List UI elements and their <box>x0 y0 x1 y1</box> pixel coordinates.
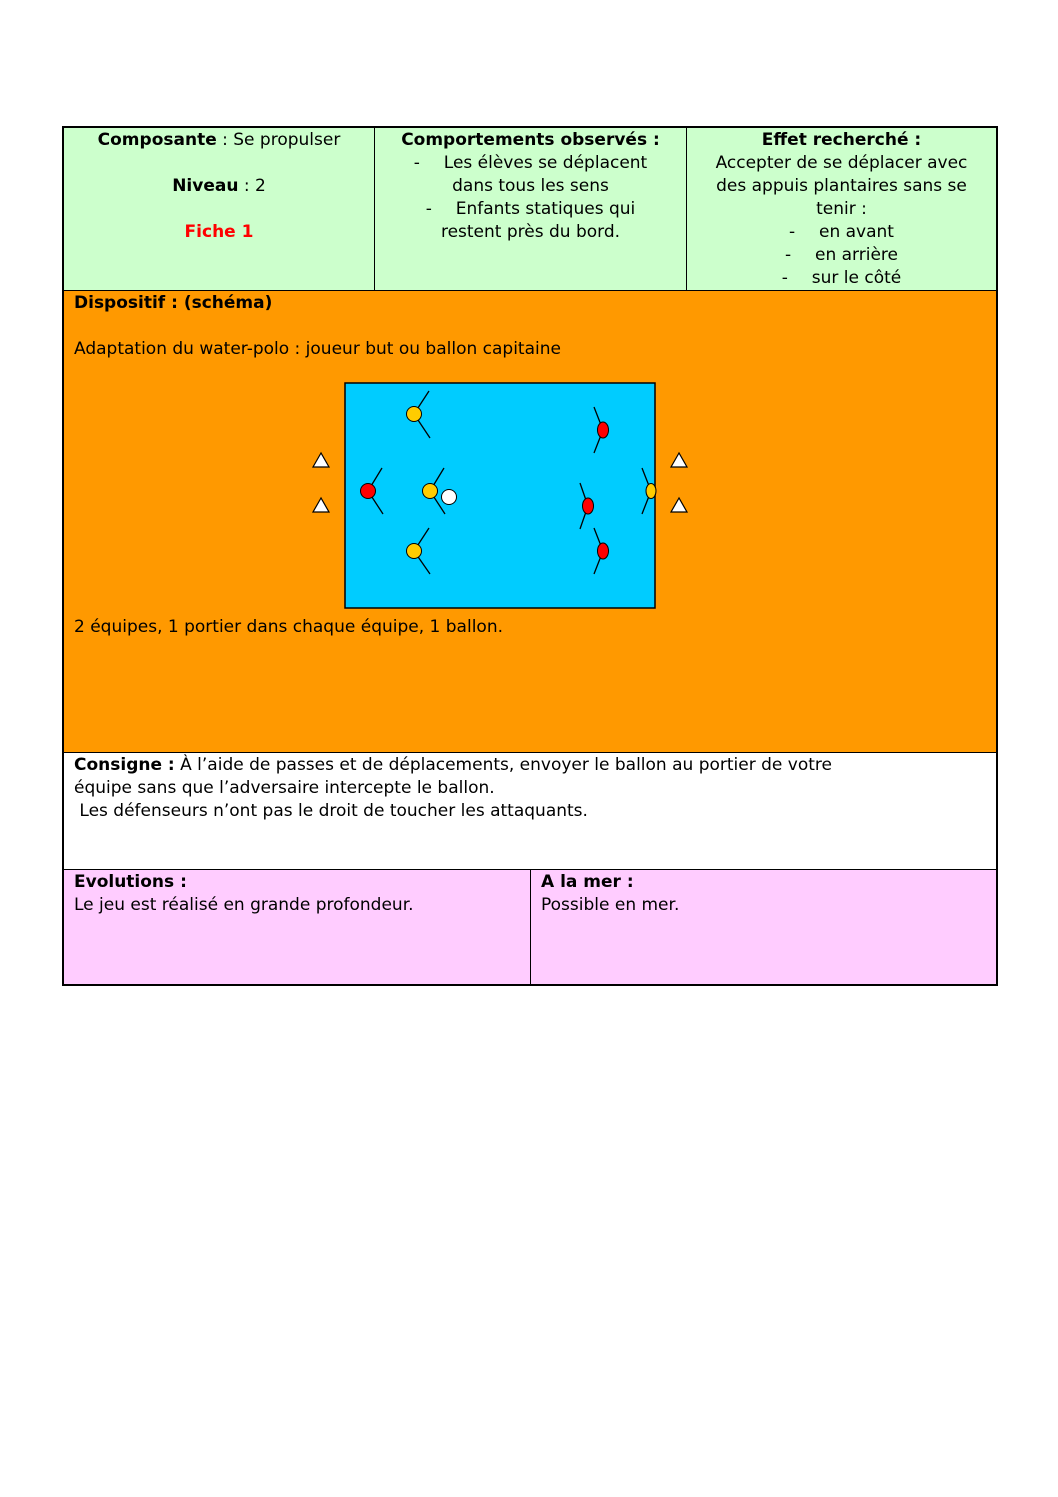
comportements-cell <box>375 128 687 291</box>
consigne-text: Les défenseurs n’ont pas le droit de toucher les attaquants. <box>74 801 588 821</box>
composante-label: Composante <box>97 130 217 150</box>
pool-rect <box>345 383 655 608</box>
consigne-label: Consigne : <box>74 755 175 775</box>
effet-item: - en avant <box>789 222 894 242</box>
activity-sheet <box>62 126 998 986</box>
consigne-text: équipe sans que l’adversaire intercepte le ballon. <box>74 778 495 798</box>
evolutions-text: Le jeu est réalisé en grande profondeur. <box>74 895 414 915</box>
dispositif-title: Dispositif : (schéma) <box>74 293 273 313</box>
dispositif-caption: 2 équipes, 1 portier dans chaque équipe, 1 ballon. <box>74 617 503 637</box>
evolutions-cell <box>64 870 531 984</box>
goal-cone-icon <box>313 498 329 512</box>
pool-diagram <box>64 371 996 651</box>
niveau-value: : 2 <box>238 176 266 196</box>
comportement-item: - Enfants statiques qui <box>425 199 636 219</box>
ball-icon <box>442 490 457 505</box>
effet-line: Accepter de se déplacer avec <box>715 153 968 173</box>
comportements-title: Comportements observés : <box>401 130 660 150</box>
effet-title: Effet recherché : <box>761 130 922 150</box>
dispositif-subtitle: Adaptation du water-polo : joueur but ou ballon capitaine <box>74 339 561 359</box>
evolutions-label: Evolutions : <box>74 872 187 892</box>
mer-text: Possible en mer. <box>541 895 680 915</box>
consigne-text: À l’aide de passes et de déplacements, envoyer le ballon au portier de votre <box>174 755 832 775</box>
composante-cell <box>64 128 375 291</box>
goal-cone-icon <box>671 498 687 512</box>
effet-item: - en arrière <box>785 245 898 265</box>
effet-line: des appuis plantaires sans se <box>716 176 967 196</box>
goal-cone-icon <box>313 453 329 467</box>
comportement-item-cont: dans tous les sens <box>452 176 609 196</box>
fiche-number: Fiche 1 <box>184 222 254 242</box>
mer-cell <box>531 870 996 984</box>
goal-cone-icon <box>671 453 687 467</box>
consigne-cell <box>64 753 996 870</box>
comportement-item-cont: restent près du bord. <box>440 222 621 242</box>
effet-item: - sur le côté <box>781 268 902 288</box>
niveau-label: Niveau <box>172 176 239 196</box>
effet-cell <box>687 128 996 291</box>
composante-value: : Se propulser <box>216 130 341 150</box>
dispositif-cell <box>64 291 996 753</box>
mer-label: A la mer : <box>541 872 634 892</box>
effet-line: tenir : <box>816 199 867 219</box>
comportement-item: - Les élèves se déplacent <box>413 153 648 173</box>
